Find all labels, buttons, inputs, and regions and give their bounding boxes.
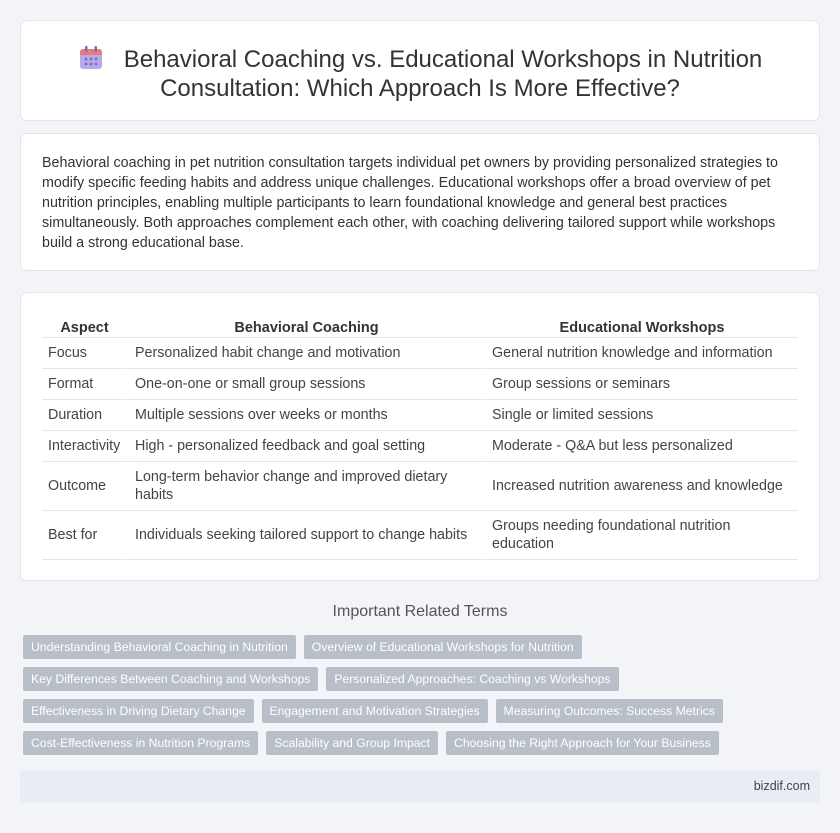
cell-coaching: Personalized habit change and motivation (127, 338, 484, 369)
cell-workshops: Groups needing foundational nutrition education (484, 511, 798, 560)
cell-workshops: Group sessions or seminars (484, 369, 798, 400)
table-row (42, 431, 798, 462)
related-terms-row (23, 667, 619, 691)
header-card (20, 20, 820, 121)
header-aspect: Aspect (42, 312, 127, 338)
cell-aspect: Format (42, 369, 127, 400)
related-term-tag[interactable]: Choosing the Right Approach for Your Business (446, 731, 719, 755)
related-term-tag[interactable]: Personalized Approaches: Coaching vs Workshops (326, 667, 618, 691)
related-terms-title: Important Related Terms (332, 603, 508, 620)
related-terms-row (23, 699, 723, 723)
table-header-row (42, 312, 798, 338)
cell-aspect: Duration (42, 400, 127, 431)
cell-coaching: High - personalized feedback and goal setting (127, 431, 484, 462)
related-term-tag[interactable]: Understanding Behavioral Coaching in Nutrition (23, 635, 296, 659)
cell-coaching: Individuals seeking tailored support to change habits (127, 511, 484, 560)
table-row (42, 369, 798, 400)
related-term-tag[interactable]: Key Differences Between Coaching and Workshops (23, 667, 318, 691)
related-term-tag[interactable]: Measuring Outcomes: Success Metrics (496, 699, 723, 723)
table-row (42, 462, 798, 511)
cell-workshops: General nutrition knowledge and information (484, 338, 798, 369)
header-behavioral-coaching: Behavioral Coaching (127, 312, 484, 338)
page-title (21, 45, 819, 103)
calendar-icon (78, 45, 104, 71)
comparison-table (42, 312, 798, 560)
cell-coaching: One-on-one or small group sessions (127, 369, 484, 400)
footer (20, 770, 820, 802)
related-term-tag[interactable]: Overview of Educational Workshops for Nutrition (304, 635, 582, 659)
footer-site[interactable]: bizdif.com (753, 779, 810, 793)
related-term-tag[interactable]: Engagement and Motivation Strategies (262, 699, 488, 723)
cell-aspect: Focus (42, 338, 127, 369)
cell-workshops: Moderate - Q&A but less personalized (484, 431, 798, 462)
header-educational-workshops: Educational Workshops (484, 312, 798, 338)
related-term-tag[interactable]: Scalability and Group Impact (266, 731, 438, 755)
cell-workshops: Single or limited sessions (484, 400, 798, 431)
related-terms-row (23, 635, 582, 659)
cell-aspect: Best for (42, 511, 127, 560)
cell-aspect: Outcome (42, 462, 127, 511)
table-row (42, 338, 798, 369)
table-row (42, 511, 798, 560)
intro-card (20, 133, 820, 271)
related-term-tag[interactable]: Cost-Effectiveness in Nutrition Programs (23, 731, 258, 755)
cell-aspect: Interactivity (42, 431, 127, 462)
table-row (42, 400, 798, 431)
title-line-2: Consultation: Which Approach Is More Effective? (160, 75, 680, 102)
comparison-card (20, 292, 820, 581)
related-terms-row (23, 731, 719, 755)
cell-workshops: Increased nutrition awareness and knowledge (484, 462, 798, 511)
intro-text: Behavioral coaching in pet nutrition consultation targets individual pet owners by providing personalized strategies to modify specific feeding habits and address unique challenges. Educational workshops offer a broad overview of pet nutrition principles, enabling multiple participants to learn foundational knowledge and general best practices simultaneously. Both approaches complement each other, with coaching delivering tailored support while workshops build a strong educational base. (42, 155, 778, 251)
cell-coaching: Multiple sessions over weeks or months (127, 400, 484, 431)
cell-coaching: Long-term behavior change and improved dietary habits (127, 462, 484, 511)
title-line-1: Behavioral Coaching vs. Educational Workshops in Nutrition (123, 46, 763, 73)
related-term-tag[interactable]: Effectiveness in Driving Dietary Change (23, 699, 254, 723)
